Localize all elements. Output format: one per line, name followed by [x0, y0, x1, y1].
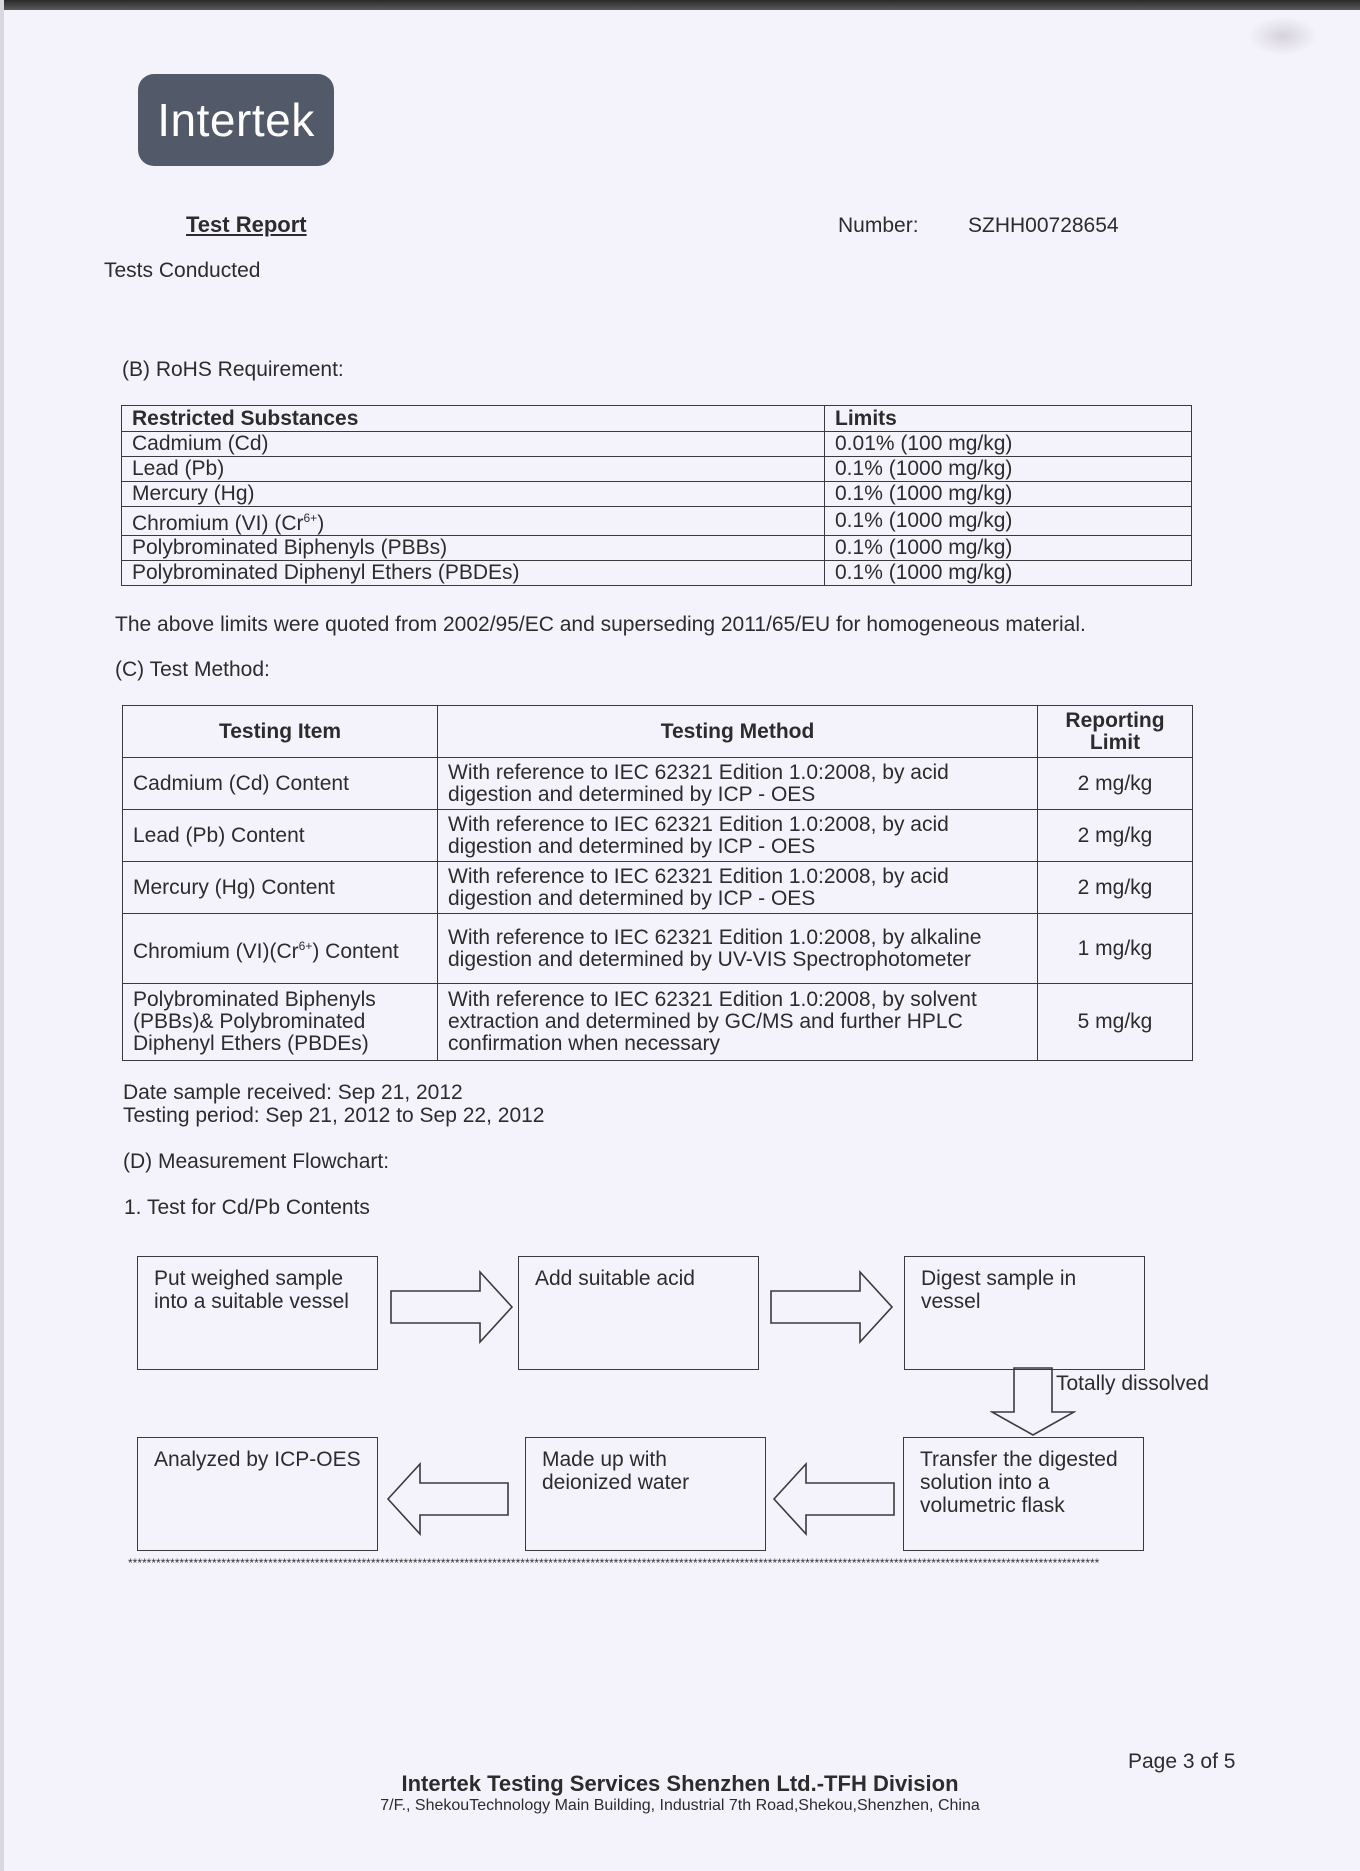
right-arrow-icon — [390, 1270, 514, 1344]
table-row — [123, 914, 1193, 984]
testing-method-cell: With reference to IEC 62321 Edition 1.0:2008, by solvent extraction and determined by GC/MS and further HPLC confirmation when necessary — [438, 984, 1038, 1061]
testing-period: Testing period: Sep 21, 2012 to Sep 22, 2012 — [123, 1104, 545, 1127]
limit-cell: 0.1% (1000 mg/kg) — [825, 507, 1192, 536]
testing-item-cell: Lead (Pb) Content — [123, 810, 438, 862]
column-header: Restricted Substances — [122, 406, 825, 432]
tests-conducted-heading: Tests Conducted — [104, 259, 261, 282]
table-row — [123, 984, 1193, 1061]
flow-step-transfer-solution: Transfer the digested solution into a volumetric flask — [903, 1437, 1144, 1551]
report-number-label: Number: — [838, 214, 919, 237]
testing-method-cell: With reference to IEC 62321 Edition 1.0:2008, by acid digestion and determined by ICP - OES — [438, 862, 1038, 914]
substance-text: Chromium (VI) (Cr — [132, 512, 304, 535]
column-header: Reporting Limit — [1038, 706, 1193, 758]
report-title: Test Report — [186, 212, 307, 237]
flowchart-heading: (D) Measurement Flowchart: — [123, 1150, 390, 1173]
flow-condition-label: Totally dissolved — [1056, 1372, 1209, 1395]
table-row — [123, 810, 1193, 862]
flow-step-deionized-water: Made up with deionized water — [525, 1437, 766, 1551]
test-method-heading: (C) Test Method: — [115, 658, 270, 681]
limit-cell: 0.1% (1000 mg/kg) — [825, 561, 1192, 586]
table-header-row — [123, 706, 1193, 758]
separator-rule: **************************************************************************************************************************************************************************************************************** — [128, 1556, 1100, 1570]
column-header: Testing Method — [438, 706, 1038, 758]
scan-edge-top — [0, 0, 1360, 10]
reporting-limit-cell: 1 mg/kg — [1038, 914, 1193, 984]
reporting-limit-cell: 2 mg/kg — [1038, 862, 1193, 914]
table-row — [122, 482, 1192, 507]
superscript: 6+ — [303, 511, 318, 525]
reporting-limit-cell: 2 mg/kg — [1038, 758, 1193, 810]
limit-cell: 0.1% (1000 mg/kg) — [825, 536, 1192, 561]
footer-company-name: Intertek Testing Services Shenzhen Ltd.-TFH Division — [401, 1771, 959, 1796]
limits-note: The above limits were quoted from 2002/95/EC and superseding 2011/65/EU for homogeneous material. — [115, 613, 1086, 636]
limit-cell: 0.1% (1000 mg/kg) — [825, 482, 1192, 507]
substance-cell: Cadmium (Cd) — [122, 432, 825, 457]
flow-step-digest-sample: Digest sample in vessel — [904, 1256, 1145, 1370]
testing-method-cell: With reference to IEC 62321 Edition 1.0:2008, by acid digestion and determined by ICP - OES — [438, 758, 1038, 810]
substance-text-end: ) — [317, 512, 325, 535]
intertek-logo: Intertek — [138, 74, 334, 166]
reporting-limit-cell: 5 mg/kg — [1038, 984, 1193, 1061]
table-row — [123, 862, 1193, 914]
table-row — [122, 457, 1192, 482]
left-arrow-icon — [386, 1462, 510, 1536]
report-number-value: SZHH00728654 — [968, 214, 1119, 237]
scan-smudge — [1248, 16, 1318, 56]
date-sample-received: Date sample received: Sep 21, 2012 — [123, 1081, 463, 1104]
testing-method-cell: With reference to IEC 62321 Edition 1.0:2008, by acid digestion and determined by ICP - OES — [438, 810, 1038, 862]
table-row — [122, 536, 1192, 561]
test-method-table — [122, 705, 1193, 1061]
table-row — [122, 432, 1192, 457]
item-text: Chromium (VI)(Cr — [133, 939, 299, 963]
limit-cell: 0.1% (1000 mg/kg) — [825, 457, 1192, 482]
testing-item-cell: Polybrominated Biphenyls (PBBs)& Polybrominated Diphenyl Ethers (PBDEs) — [123, 984, 438, 1061]
limit-cell: 0.01% (100 mg/kg) — [825, 432, 1192, 457]
reporting-limit-cell: 2 mg/kg — [1038, 810, 1193, 862]
testing-item-cell — [123, 914, 438, 984]
column-header: Testing Item — [123, 706, 438, 758]
flow-step-weigh-sample: Put weighed sample into a suitable vessel — [137, 1256, 378, 1370]
page-number: Page 3 of 5 — [1128, 1750, 1236, 1773]
substance-cell: Mercury (Hg) — [122, 482, 825, 507]
flow-step-icp-oes: Analyzed by ICP-OES — [137, 1437, 378, 1551]
testing-item-cell: Cadmium (Cd) Content — [123, 758, 438, 810]
flow-step-add-acid: Add suitable acid — [518, 1256, 759, 1370]
substance-cell: Polybrominated Biphenyls (PBBs) — [122, 536, 825, 561]
flowchart-title: 1. Test for Cd/Pb Contents — [124, 1196, 370, 1219]
footer-address: 7/F., ShekouTechnology Main Building, Industrial 7th Road,Shekou,Shenzhen, China — [380, 1797, 980, 1814]
substance-cell — [122, 507, 825, 536]
left-arrow-icon — [772, 1462, 896, 1536]
substance-cell: Lead (Pb) — [122, 457, 825, 482]
item-text-end: ) Content — [312, 939, 399, 963]
right-arrow-icon — [770, 1270, 894, 1344]
rohs-limits-table — [121, 405, 1192, 586]
table-header-row — [122, 406, 1192, 432]
testing-method-cell: With reference to IEC 62321 Edition 1.0:2008, by alkaline digestion and determined by UV-VIS Spectrophotometer — [438, 914, 1038, 984]
substance-cell: Polybrominated Diphenyl Ethers (PBDEs) — [122, 561, 825, 586]
column-header: Limits — [825, 406, 1192, 432]
superscript: 6+ — [298, 938, 313, 953]
testing-item-cell: Mercury (Hg) Content — [123, 862, 438, 914]
table-row — [122, 561, 1192, 586]
rohs-requirement-heading: (B) RoHS Requirement: — [122, 358, 344, 381]
table-row — [122, 507, 1192, 536]
table-row — [123, 758, 1193, 810]
scan-edge-left — [0, 0, 4, 1871]
